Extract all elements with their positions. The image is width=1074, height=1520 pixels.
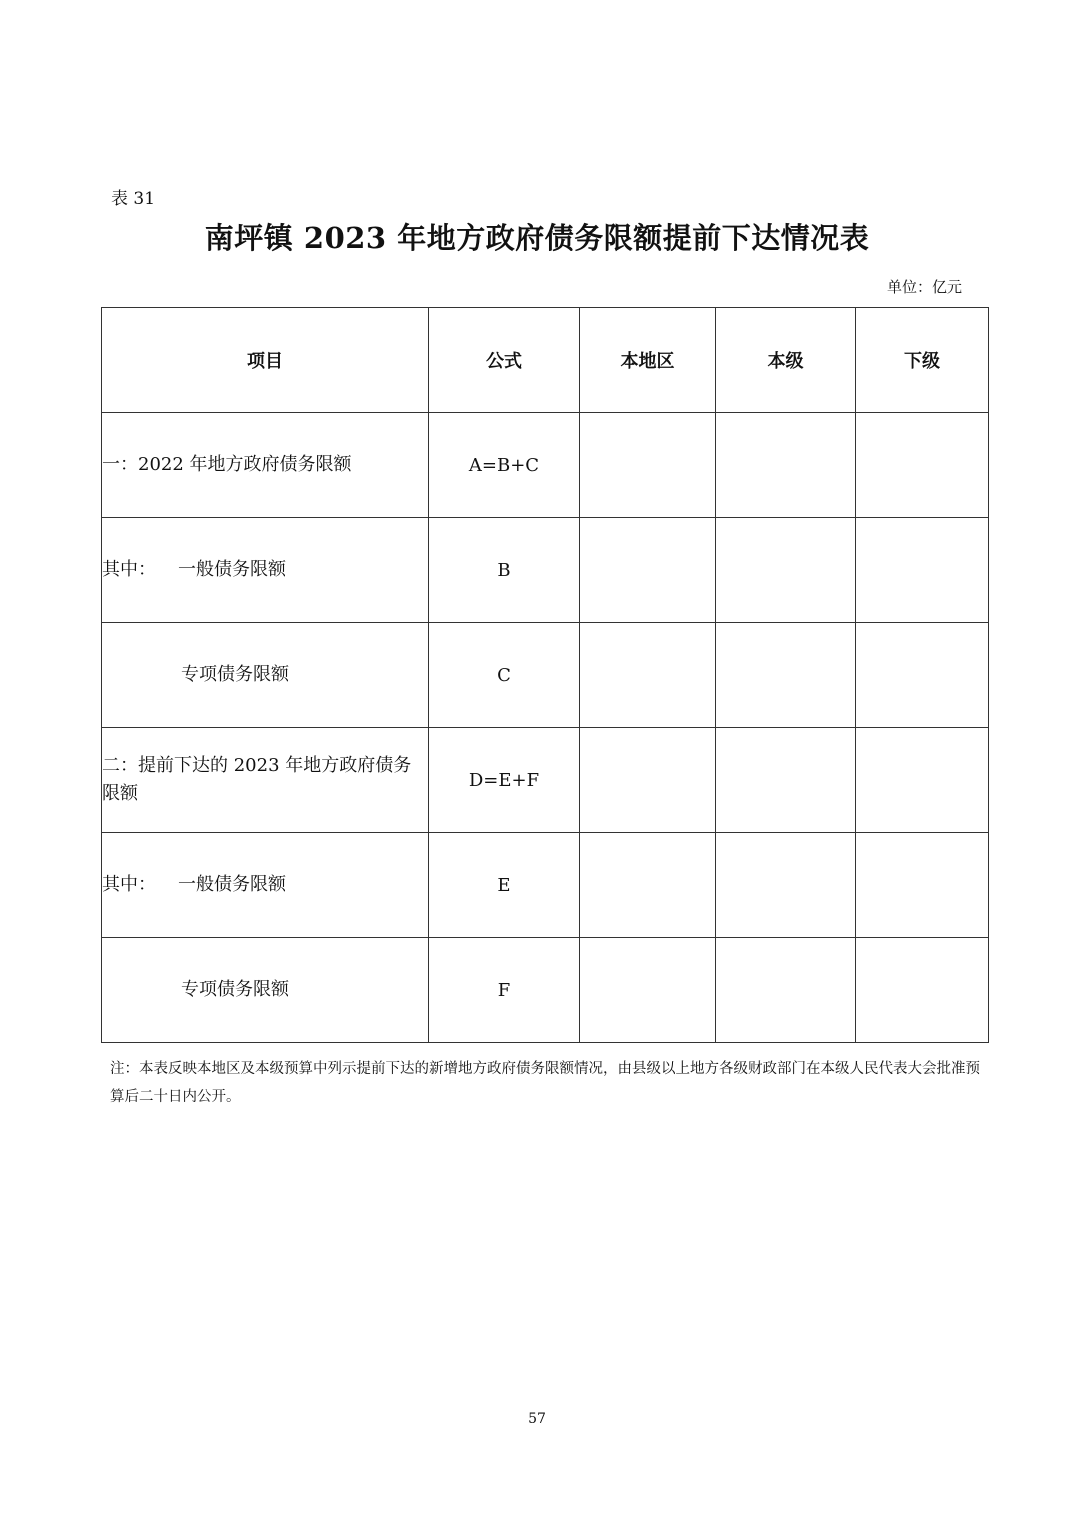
row-same-level-value: [716, 728, 856, 833]
row-formula: F: [429, 938, 580, 1043]
page-title: 南坪镇 2023 年地方政府债务限额提前下达情况表: [204, 221, 870, 255]
row-lower-level-value: [856, 728, 989, 833]
row-formula: C: [429, 623, 580, 728]
table-row: [102, 728, 989, 833]
row-item-label: 一般债务限额: [178, 559, 286, 580]
row-same-level-value: [716, 413, 856, 518]
table-row: [102, 518, 989, 623]
row-region-value: [580, 413, 716, 518]
table-row: [102, 413, 989, 518]
row-item-label: 专项债务限额: [181, 979, 289, 1000]
unit-label: 单位：亿元: [886, 278, 962, 296]
row-lower-level-value: [856, 833, 989, 938]
row-item-label: 一般债务限额: [178, 874, 286, 895]
header-region: 本地区: [580, 308, 716, 413]
row-region-value: [580, 938, 716, 1043]
table-note: 注：本表反映本地区及本级预算中列示提前下达的新增地方政府债务限额情况，由县级以上地方各级财政部门在本级人民代表大会批准预算后二十日内公开。: [110, 1061, 980, 1105]
row-item: [102, 413, 429, 518]
page-number: 57: [528, 1411, 546, 1427]
row-item-label: 专项债务限额: [181, 664, 289, 685]
row-region-value: [580, 833, 716, 938]
row-item: [102, 833, 429, 938]
row-item-text: 二：提前下达的 2023 年地方政府债务限额: [102, 755, 412, 804]
header-item: 项目: [102, 308, 429, 413]
row-item-text: 一：2022 年地方政府债务限额: [102, 454, 352, 475]
header-lower-level: 下级: [856, 308, 989, 413]
row-lower-level-value: [856, 413, 989, 518]
header-formula: 公式: [429, 308, 580, 413]
row-formula: E: [429, 833, 580, 938]
row-lower-level-value: [856, 623, 989, 728]
row-item: [102, 938, 429, 1043]
table-label: 表 31: [111, 189, 156, 209]
row-formula: D=E+F: [429, 728, 580, 833]
debt-limit-table: [101, 307, 989, 1043]
row-same-level-value: [716, 623, 856, 728]
row-lower-level-value: [856, 938, 989, 1043]
table-row: [102, 833, 989, 938]
row-region-value: [580, 728, 716, 833]
row-same-level-value: [716, 833, 856, 938]
row-item-prefix: 其中：: [102, 559, 156, 580]
row-item: [102, 623, 429, 728]
row-same-level-value: [716, 518, 856, 623]
header-row: [102, 308, 989, 413]
row-lower-level-value: [856, 518, 989, 623]
row-region-value: [580, 623, 716, 728]
header-same-level: 本级: [716, 308, 856, 413]
table-row: [102, 938, 989, 1043]
row-same-level-value: [716, 938, 856, 1043]
row-item: [102, 518, 429, 623]
row-formula: B: [429, 518, 580, 623]
table-row: [102, 623, 989, 728]
row-item: [102, 728, 429, 833]
row-formula: A=B+C: [429, 413, 580, 518]
row-item-prefix: 其中：: [102, 874, 156, 895]
row-region-value: [580, 518, 716, 623]
